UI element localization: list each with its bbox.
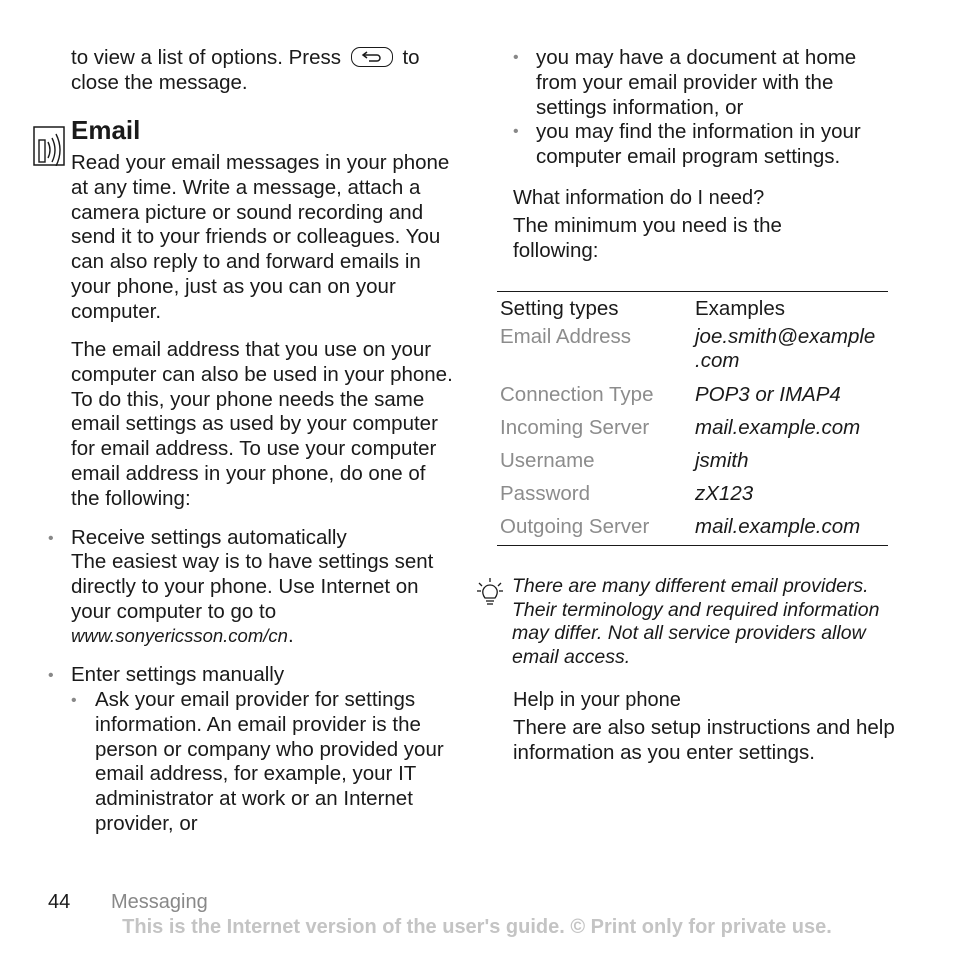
table-cell-value: jsmith (695, 449, 749, 472)
table-row (497, 416, 888, 449)
table-header-row (497, 292, 888, 326)
bullet-manual: • (48, 667, 54, 684)
email-paragraph-2: The email address that you use on your computer can also be used in your phone. To do this, your phone needs the same email settings as used by your computer for email address. To use your computer email address in your phone, do one of the following: (71, 338, 453, 510)
internet-version-disclaimer: This is the Internet version of the user's guide. © Print only for private use. (122, 916, 832, 938)
email-example-part-1: joe.smith@example (695, 325, 876, 348)
settings-table (497, 291, 888, 546)
table-header-examples: Examples (692, 292, 888, 326)
page-number: 44 (48, 891, 71, 913)
email-heading: Email (71, 115, 141, 145)
option-auto-text: The easiest way is to have settings sent directly to your phone. Use Internet on your computer to go to www.sonyericsson.com/cn. (71, 550, 434, 648)
sonyericsson-url: www.sonyericsson.com/cn (71, 625, 288, 647)
table-row (497, 515, 888, 546)
table-cell-value: zX123 (695, 482, 754, 505)
table-cell-value (692, 325, 888, 383)
tip-note: There are many different email providers. Their terminology and required information may differ. Not all service providers allow email access. (512, 575, 880, 669)
intro-text-after: to (402, 46, 420, 69)
option-manual-title: Enter settings manually (71, 663, 285, 686)
table-row (497, 449, 888, 482)
table-cell-key: Outgoing Server (497, 515, 692, 546)
option-manual-sub1: Ask your email provider for settings information. An email provider is the person or company who provided your email address, for example, your IT administrator at work or an Internet provider, or (95, 688, 444, 835)
option-auto-description: The easiest way is to have settings sent directly to your phone. Use Internet on your computer to go to (71, 550, 434, 623)
help-text: There are also setup instructions and help information as you enter settings. (513, 716, 895, 764)
intro-text-before: to view a list of options. Press (71, 46, 342, 69)
bullet-manual-sub2: • (513, 49, 519, 66)
option-manual-sub2: you may have a document at home from your email provider with the settings information, or (536, 46, 857, 119)
bullet-manual-sub3: • (513, 123, 519, 140)
lightbulb-tip-icon (477, 578, 503, 606)
option-auto-title: Receive settings automatically (71, 526, 347, 549)
table-cell-key: Connection Type (500, 383, 654, 406)
table-cell-key: Incoming Server (500, 416, 650, 439)
option-manual-sub3: you may find the information in your computer email program settings. (536, 120, 861, 168)
email-paragraph-1: Read your email messages in your phone at any time. Write a message, attach a camera picture or sound recording and send it to your friends or colleagues. You can also reply to and forward emails in your phone, just as you can on your computer. (71, 151, 450, 323)
bullet-manual-sub1: • (71, 692, 77, 709)
info-text: The minimum you need is the following: (513, 214, 782, 262)
help-heading: Help in your phone (513, 689, 681, 711)
table-cell-key: Email Address (500, 325, 632, 348)
table-cell-key: Username (500, 449, 595, 472)
section-name: Messaging (111, 891, 208, 913)
email-function-icon (33, 126, 65, 166)
email-example-part-2: .com (695, 349, 740, 372)
table-row (497, 325, 888, 383)
table-cell-key: Password (500, 482, 591, 505)
table-cell-value: mail.example.com (695, 416, 861, 439)
table-cell-value: POP3 or IMAP4 (695, 383, 841, 406)
table-row (497, 482, 888, 515)
table-cell-value: mail.example.com (692, 515, 888, 546)
intro-line-1 (71, 46, 456, 71)
bullet-auto: • (48, 530, 54, 547)
table-row (497, 383, 888, 416)
intro-line-2: close the message. (71, 71, 248, 94)
table-header-setting-types: Setting types (497, 292, 692, 326)
back-key-icon (351, 47, 393, 67)
info-heading: What information do I need? (513, 187, 765, 209)
